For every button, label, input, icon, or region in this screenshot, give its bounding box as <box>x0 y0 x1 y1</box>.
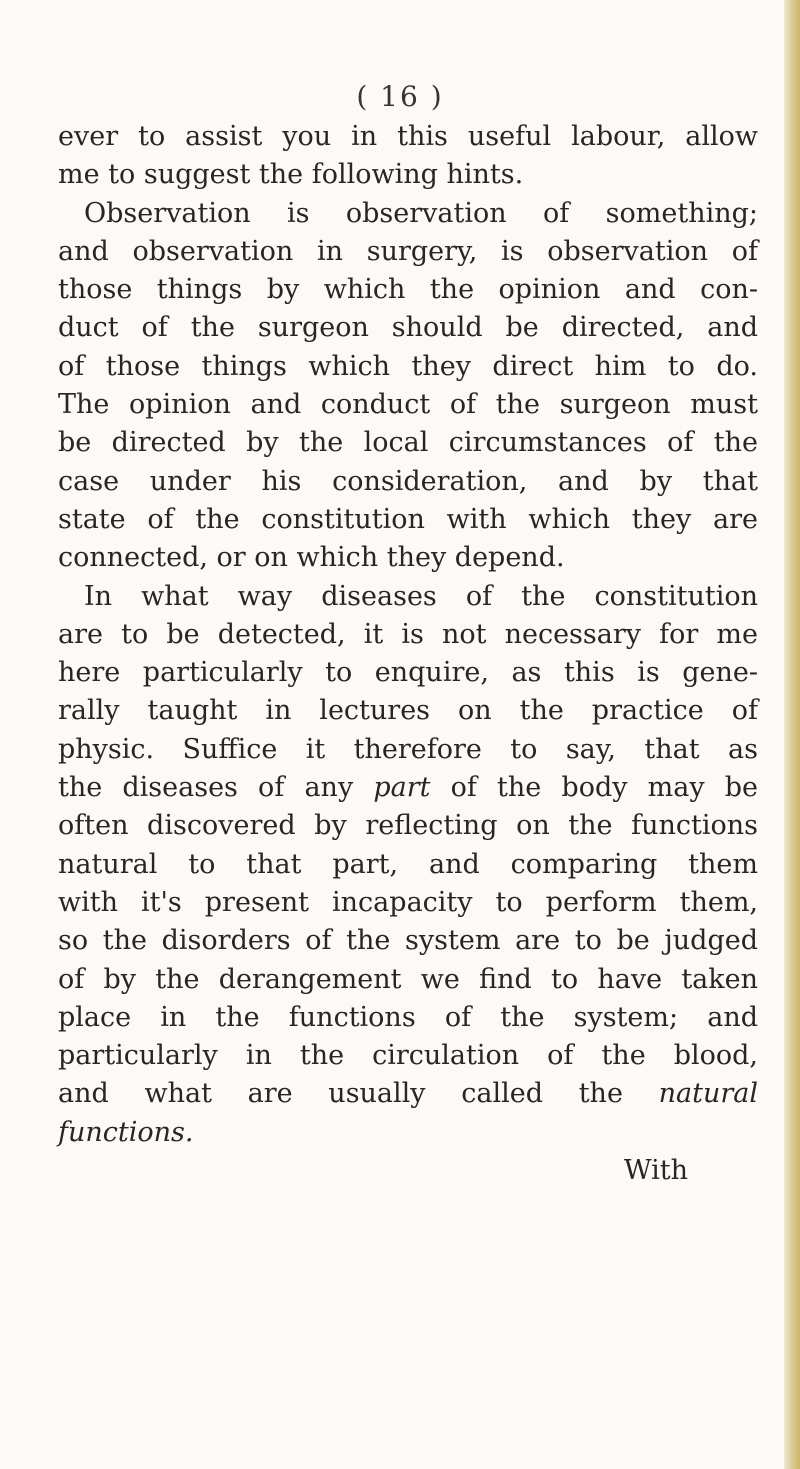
line-text: The opinion and conduct of the surgeon must <box>58 389 758 421</box>
line-text: often discovered by reflecting on the functions <box>58 810 758 842</box>
text-line <box>58 156 758 194</box>
text-line <box>58 1037 758 1075</box>
text-line <box>58 463 758 501</box>
line-text: Observation is observation of something; <box>84 197 758 229</box>
text-line <box>58 118 758 156</box>
text-line <box>58 386 758 424</box>
line-text: ever to assist you in this useful labour, allow <box>58 121 758 152</box>
line-text: with it's present incapacity to perform them, <box>58 886 758 918</box>
text-line <box>58 769 758 807</box>
line-text: of by the derangement we find to have taken <box>58 963 758 995</box>
line-text: case under his consideration, and by that <box>58 465 758 497</box>
text-line <box>58 999 758 1037</box>
italic-text: natural <box>658 1078 758 1110</box>
line-text: In what way diseases of the constitution <box>84 580 758 612</box>
body-text <box>58 118 758 1190</box>
line-text: of those things which they direct him to do. <box>58 350 758 382</box>
text-line <box>58 539 758 577</box>
italic-text: part <box>373 772 431 804</box>
text-line <box>58 233 758 271</box>
line-text: With <box>623 1155 688 1187</box>
line-text: natural to that part, and comparing them <box>58 848 758 880</box>
text-line <box>58 309 758 347</box>
text-line <box>58 846 758 884</box>
line-text: so the disorders of the system are to be judged <box>58 925 758 957</box>
text-line <box>58 578 758 616</box>
text-line <box>58 807 758 845</box>
text-line <box>58 195 758 233</box>
page-edge <box>784 0 800 1469</box>
line-text: are to be detected, it is not necessary for me <box>58 618 758 650</box>
line-text: place in the functions of the system; and <box>58 1001 758 1033</box>
line-text: rally taught in lectures on the practice of <box>58 695 758 727</box>
italic-text: functions. <box>58 1116 194 1148</box>
text-line <box>58 1114 758 1152</box>
line-text: me to suggest the following hints. <box>58 159 524 191</box>
text-line <box>58 961 758 999</box>
text-line <box>58 348 758 386</box>
line-text: the diseases of any <box>58 772 374 804</box>
catchword <box>58 1152 758 1190</box>
text-line <box>58 616 758 654</box>
line-text: physic. Suffice it therefore to say, that as <box>58 733 758 765</box>
line-text: state of the constitution with which they are <box>58 503 758 535</box>
text-line <box>58 501 758 539</box>
line-text: here particularly to enquire, as this is gene- <box>58 657 758 689</box>
text-line <box>58 922 758 960</box>
line-text: particularly in the circulation of the blood, <box>58 1040 758 1072</box>
line-text: connected, or on which they depend. <box>58 542 565 574</box>
text-line <box>58 271 758 309</box>
text-line <box>58 884 758 922</box>
text-line <box>58 692 758 730</box>
line-text: and observation in surgery, is observation of <box>58 235 758 267</box>
line-text: of the body may be <box>430 772 759 804</box>
text-line <box>58 1075 758 1113</box>
line-text: and what are usually called the <box>58 1078 659 1110</box>
text-line <box>58 731 758 769</box>
text-line <box>58 424 758 462</box>
page-number: ( 16 ) <box>356 80 444 113</box>
text-line <box>58 654 758 692</box>
line-text: those things by which the opinion and con- <box>58 274 758 306</box>
line-text: be directed by the local circumstances of the <box>58 427 758 459</box>
line-text: duct of the surgeon should be directed, and <box>58 312 758 344</box>
